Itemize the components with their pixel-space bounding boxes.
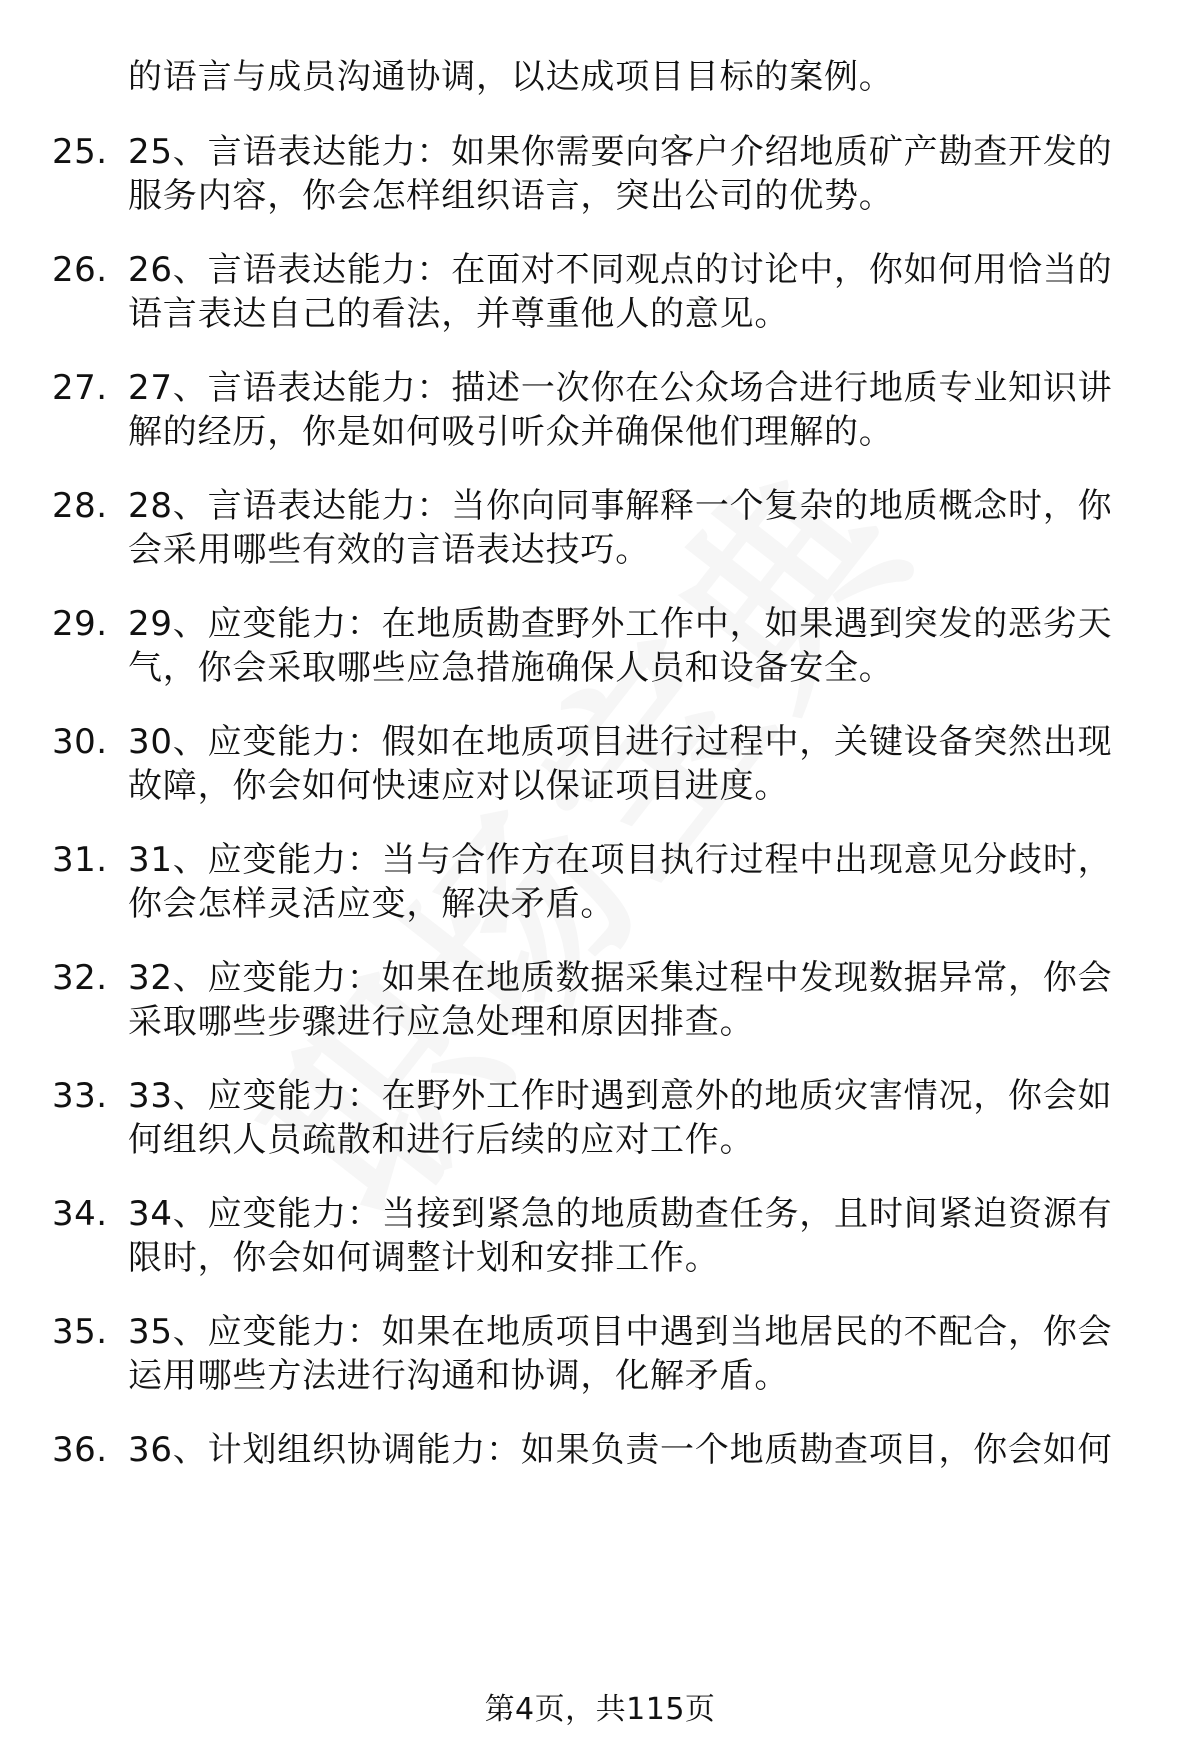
item-line-1: 25、言语表达能力：如果你需要向客户介绍地质矿产勘查开发的 <box>128 132 1113 172</box>
item-number: 33. <box>52 1076 108 1116</box>
item-line-1: 31、应变能力：当与合作方在项目执行过程中出现意见分歧时， <box>128 840 1113 880</box>
item-number: 35. <box>52 1312 108 1352</box>
item-line-1: 34、应变能力：当接到紧急的地质勘查任务，且时间紧迫资源有 <box>128 1194 1113 1234</box>
item-number: 29. <box>52 604 108 644</box>
item-line-2: 语言表达自己的看法，并尊重他人的意见。 <box>128 294 790 334</box>
item-line-2: 运用哪些方法进行沟通和协调，化解矛盾。 <box>128 1356 790 1396</box>
item-line-2: 服务内容，你会怎样组织语言，突出公司的优势。 <box>128 176 894 216</box>
item-line-2: 解的经历，你是如何吸引听众并确保他们理解的。 <box>128 412 894 452</box>
item-line-2: 气，你会采取哪些应急措施确保人员和设备安全。 <box>128 648 894 688</box>
item-line-2: 会采用哪些有效的言语表达技巧。 <box>128 530 650 570</box>
item-number: 31. <box>52 840 108 880</box>
item-number: 36. <box>52 1430 108 1470</box>
item-number: 27. <box>52 368 108 408</box>
item-line-1: 33、应变能力：在野外工作时遇到意外的地质灾害情况，你会如 <box>128 1076 1113 1116</box>
item-line-1: 30、应变能力：假如在地质项目进行过程中，关键设备突然出现 <box>128 722 1113 762</box>
intro-text: 的语言与成员沟通协调，以达成项目目标的案例。 <box>128 57 894 97</box>
item-number: 25. <box>52 132 108 172</box>
item-line-1: 29、应变能力：在地质勘查野外工作中，如果遇到突发的恶劣天 <box>128 604 1113 644</box>
item-line-2: 采取哪些步骤进行应急处理和原因排查。 <box>128 1002 755 1042</box>
item-number: 28. <box>52 486 108 526</box>
item-line-1: 26、言语表达能力：在面对不同观点的讨论中，你如何用恰当的 <box>128 250 1113 290</box>
item-line-2: 故障，你会如何快速应对以保证项目进度。 <box>128 766 790 806</box>
page-footer: 第4页，共115页 <box>484 1692 716 1727</box>
item-number: 30. <box>52 722 108 762</box>
item-number: 34. <box>52 1194 108 1234</box>
item-line-2: 你会怎样灵活应变，解决矛盾。 <box>128 884 616 924</box>
item-number: 32. <box>52 958 108 998</box>
item-line-2: 限时，你会如何调整计划和安排工作。 <box>128 1238 720 1278</box>
item-line-1: 32、应变能力：如果在地质数据采集过程中发现数据异常，你会 <box>128 958 1113 998</box>
item-number: 26. <box>52 250 108 290</box>
item-line-1: 36、计划组织协调能力：如果负责一个地质勘查项目，你会如何 <box>128 1430 1113 1470</box>
item-line-1: 35、应变能力：如果在地质项目中遇到当地居民的不配合，你会 <box>128 1312 1113 1352</box>
item-line-1: 27、言语表达能力：描述一次你在公众场合进行地质专业知识讲 <box>128 368 1113 408</box>
item-line-2: 何组织人员疏散和进行后续的应对工作。 <box>128 1120 755 1160</box>
item-line-1: 28、言语表达能力：当你向同事解释一个复杂的地质概念时，你 <box>128 486 1113 526</box>
